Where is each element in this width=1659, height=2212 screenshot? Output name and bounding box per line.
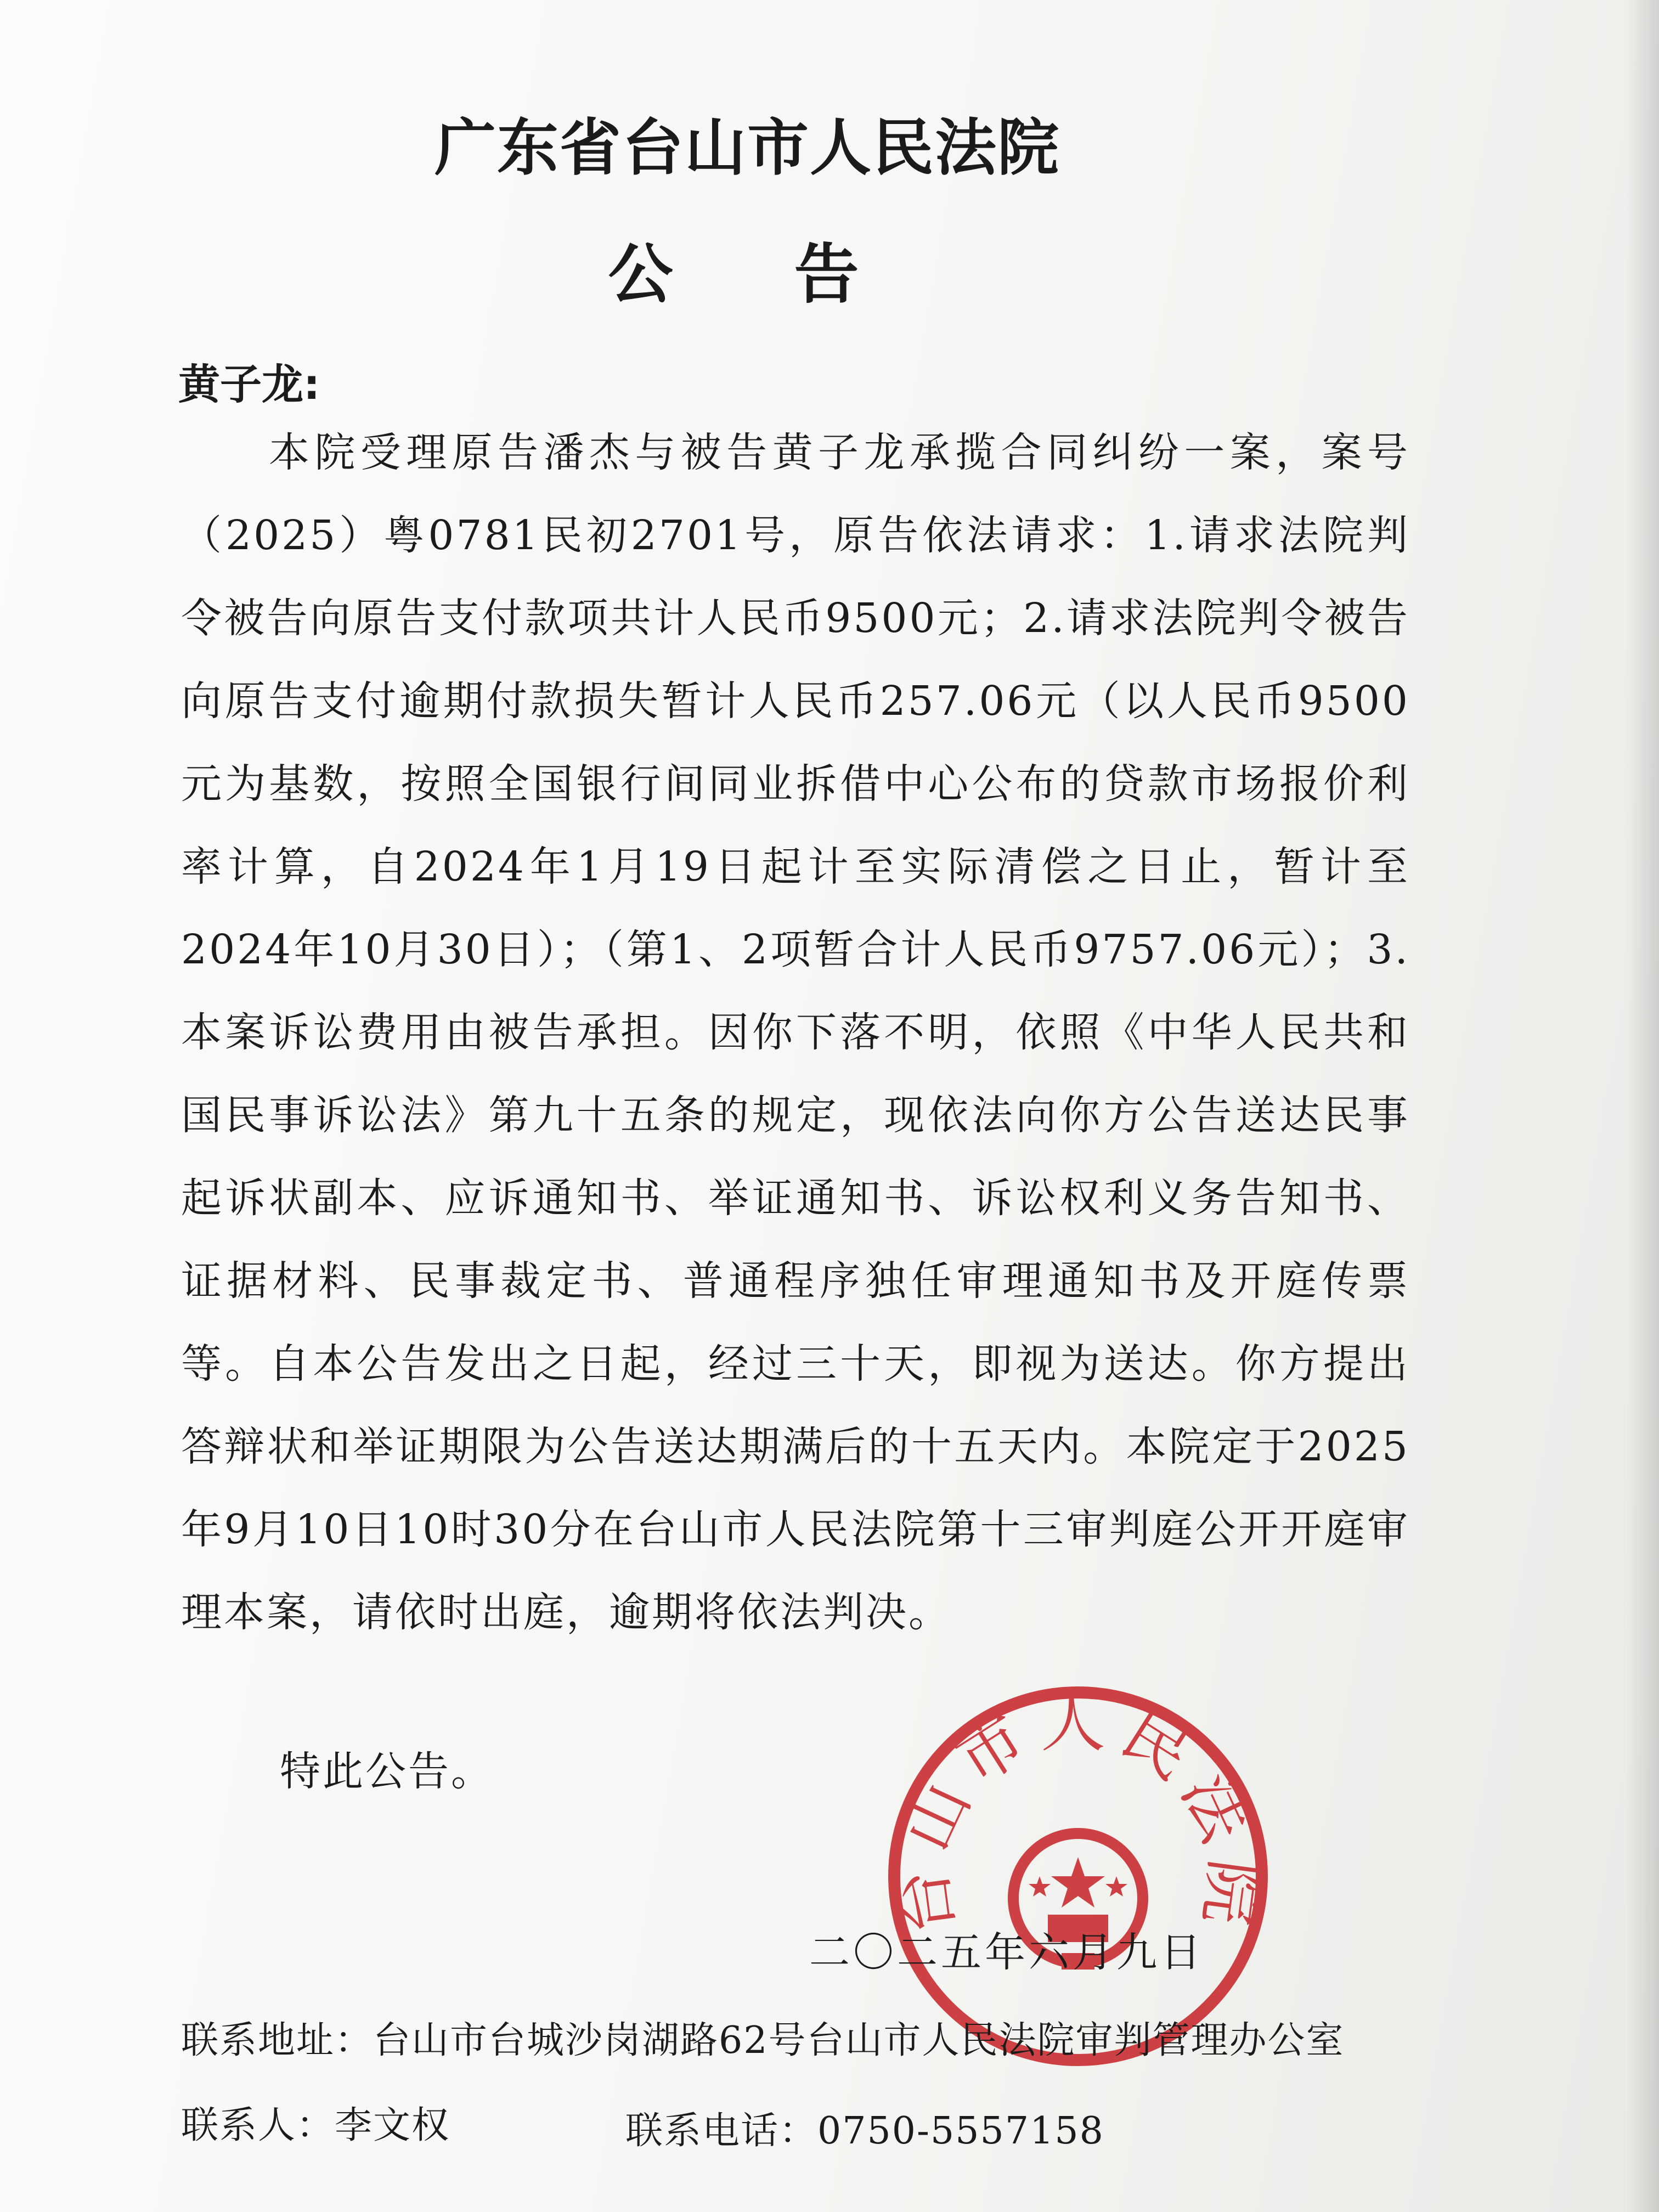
contact-person: 联系人：李文权 (181, 2104, 450, 2147)
closing-phrase: 特此公告。 (280, 1748, 494, 1795)
notice-body: 本院受理原告潘杰与被告黄子龙承揽合同纠纷一案，案号（2025）粤0781民初2701号，原告依法请求：1.请求法院判令被告向原告支付款项共计人民币9500元；2.请求法院判令被告向原告支付逾期付款损失暂计人民币257.06元（以人民币9500元为基数，按照全国银行间同业拆借中心公布的贷款市场报价利率计算，自2024年1月19日起计至实际清偿之日止，暂计至2024年10月30日）；（第1、2项暂合计人民币9757.06元）；3.本案诉讼费用由被告承担。因你下落不明，依照《中华人民共和国民事诉讼法》第九十五条的规定，现依法向你方公告送达民事起诉状副本、应诉通知书、举证通知书、诉讼权利义务告知书、证据材料、民事裁定书、普通程序独任审理通知书及开庭传票等。自本公告发出之日起，经过三十天，即视为送达。你方提出答辩状和举证期限为公告送达期满后的十五天内。本院定于2025年9月10日10时30分在台山市人民法院第十三审判庭公开开庭审理本案，请依时出庭，逾期将依法判决。 (181, 429, 1410, 1636)
page-edge-shadow (1626, 0, 1659, 2212)
contact-phone: 联系电话：0750-5557158 (625, 2109, 1104, 2153)
contact-address: 联系地址：台山市台城沙岗湖路62号台山市人民法院审判管理办公室 (181, 2019, 1345, 2062)
court-name: 广东省台山市人民法院 (435, 112, 1060, 184)
seal-text: 台山市人民法院 (883, 1685, 1273, 1939)
issue-date: 二〇二五年六月九日 (809, 1929, 1204, 1976)
document-title: 公 告 (608, 236, 909, 312)
addressee: 黄子龙: (178, 360, 320, 409)
